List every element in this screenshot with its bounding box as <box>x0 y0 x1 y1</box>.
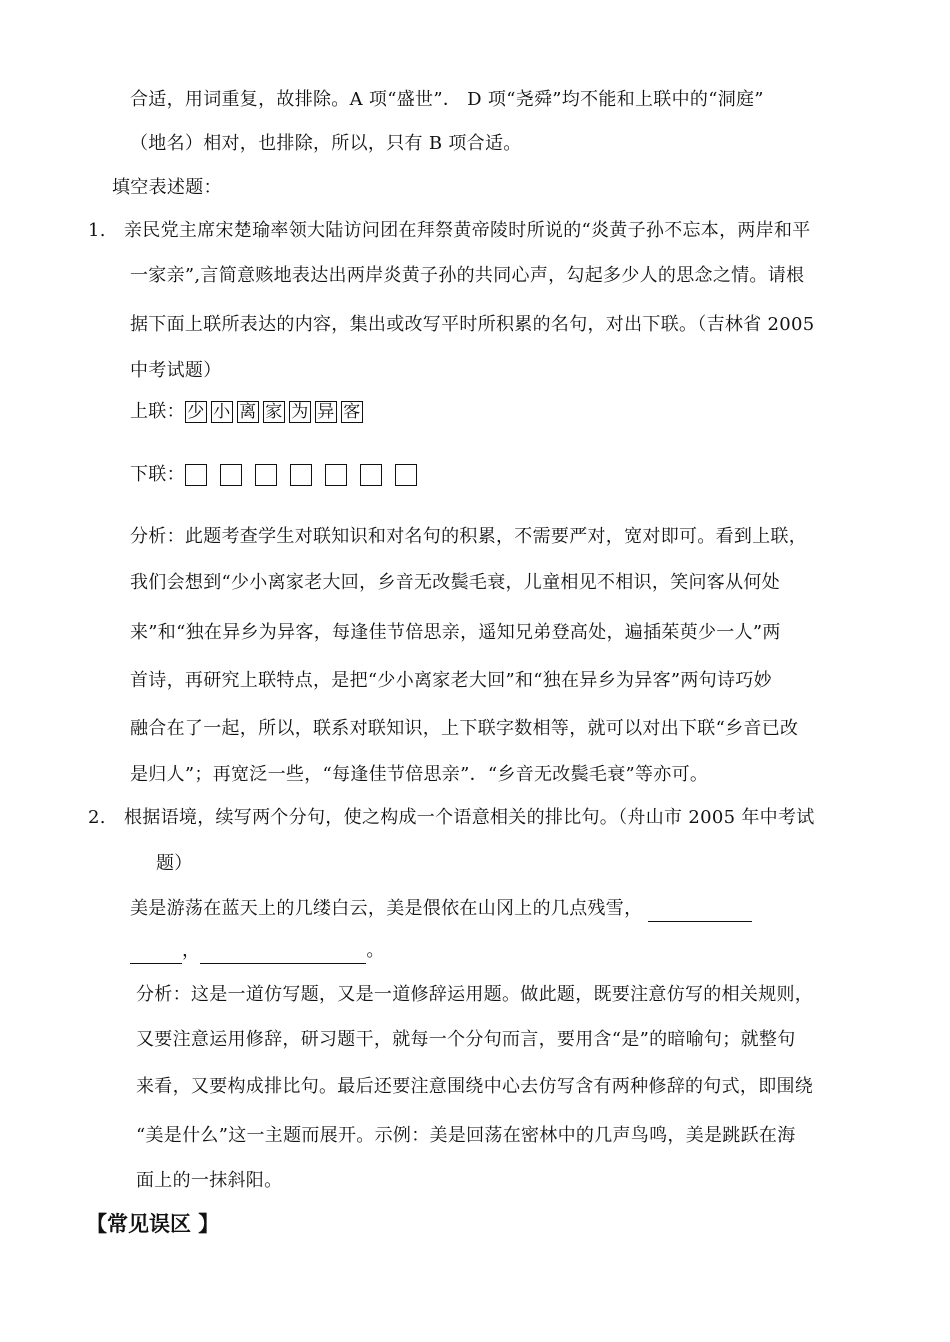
lower-couplet <box>130 462 417 488</box>
upper-couplet <box>130 399 363 425</box>
q2-analysis-line-1: 分析：这是一道仿写题，又是一道修辞运用题。做此题，既要注意仿写的相关规则， <box>136 984 814 1005</box>
q2-analysis-line-2: 又要注意运用修辞，研习题干，就每一个分句而言，要用含“是”的暗喻句；就整句 <box>136 1029 796 1050</box>
q1-line-2: 一家亲”,言简意赅地表达出两岸炎黄子孙的共同心声，勾起多少人的思念之情。请根 <box>130 265 805 286</box>
upper-char-box: 异 <box>315 401 337 423</box>
section-heading-common-mistakes: 【常见误区 】 <box>86 1211 220 1236</box>
answer-blank[interactable] <box>648 901 752 922</box>
answer-blank[interactable] <box>130 943 182 964</box>
upper-char-box: 少 <box>185 401 207 423</box>
answer-blank[interactable] <box>200 943 366 964</box>
q1-analysis-line-1: 分析：此题考查学生对联知识和对名句的积累，不需要严对，宽对即可。看到上联， <box>130 526 808 547</box>
q2-prompt: 美是游荡在蓝天上的几缕白云，美是偎依在山冈上的几点残雪， <box>130 898 643 919</box>
q2-analysis-line-5: 面上的一抹斜阳。 <box>136 1170 283 1191</box>
answer-box[interactable] <box>395 464 417 486</box>
answer-box[interactable] <box>185 464 207 486</box>
q1-analysis-line-5: 融合在了一起，所以，联系对联知识，上下联字数相等，就可以对出下联“乡音已改 <box>130 718 799 739</box>
intro-line-2: （地名）相对，也排除，所以，只有 B 项合适。 <box>130 133 522 154</box>
upper-char-box: 离 <box>237 401 259 423</box>
q1-line-1: 亲民党主席宋楚瑜率领大陆访问团在拜祭黄帝陵时所说的“炎黄子孙不忘本，两岸和平 <box>124 220 811 241</box>
q1-number: 1. <box>88 220 106 241</box>
q2-analysis-line-3: 来看，又要构成排比句。最后还要注意围绕中心去仿写含有两种修辞的句式，即围绕 <box>136 1076 814 1097</box>
lower-couplet-boxes <box>185 464 417 486</box>
upper-char-box: 小 <box>211 401 233 423</box>
q2-comma: ， <box>182 940 201 961</box>
q1-analysis-line-6: 是归人”；再宽泛一些，“每逢佳节倍思亲”．“乡音无改鬓毛衰”等亦可。 <box>130 764 709 785</box>
q2-line-2: 题） <box>156 853 193 874</box>
q2-prompt-line <box>130 896 752 922</box>
q1-analysis-line-3: 来”和“独在异乡为异客，每逢佳节倍思亲，遥知兄弟登高处，遍插茱萸少一人”两 <box>130 622 781 643</box>
q1-analysis-line-2: 我们会想到“少小离家老大回，乡音无改鬓毛衰，儿童相见不相识，笑问客从何处 <box>130 572 780 593</box>
q2-period: 。 <box>366 940 385 961</box>
answer-box[interactable] <box>255 464 277 486</box>
answer-box[interactable] <box>360 464 382 486</box>
q1-line-4: 中考试题） <box>130 360 222 381</box>
upper-char-box: 客 <box>341 401 363 423</box>
answer-box[interactable] <box>325 464 347 486</box>
q2-number: 2. <box>88 807 106 828</box>
intro-line-1: 合适，用词重复，故排除。A 项“盛世”． D 项“尧舜”均不能和上联中的“洞庭” <box>130 89 764 110</box>
section-title: 填空表述题： <box>112 177 222 198</box>
answer-box[interactable] <box>290 464 312 486</box>
q2-blank-line <box>130 938 385 964</box>
upper-char-box: 家 <box>263 401 285 423</box>
answer-box[interactable] <box>220 464 242 486</box>
upper-char-box: 为 <box>289 401 311 423</box>
upper-couplet-boxes <box>185 401 363 423</box>
q1-analysis-line-4: 首诗，再研究上联特点，是把“少小离家老大回”和“独在异乡为异客”两句诗巧妙 <box>130 670 772 691</box>
q1-line-3: 据下面上联所表达的内容，集出或改写平时所积累的名句，对出下联。（吉林省 2005 <box>130 314 815 335</box>
q2-line-1: 根据语境，续写两个分句，使之构成一个语意相关的排比句。（舟山市 2005 年中考试 <box>124 807 815 828</box>
q2-analysis-line-4: “美是什么”这一主题而展开。示例：美是回荡在密林中的几声鸟鸣，美是跳跃在海 <box>136 1125 796 1146</box>
lower-couplet-label: 下联： <box>130 464 185 485</box>
upper-couplet-label: 上联： <box>130 401 185 422</box>
